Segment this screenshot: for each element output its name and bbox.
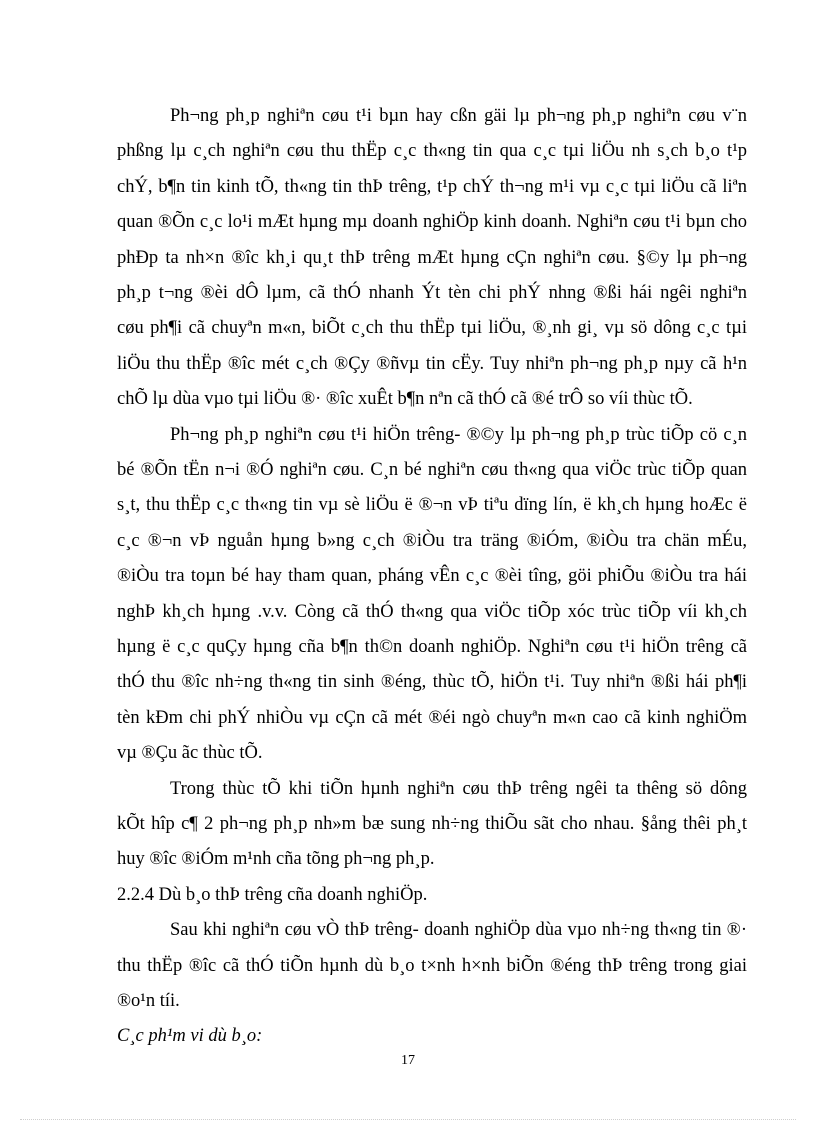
paragraph-line: huy ®îc ®iÓm m¹nh cña tõng ph¬ng ph¸p.	[117, 849, 435, 870]
paragraph-line: thÓ thu ®îc nh÷ng th«ng tin sinh ®éng, thùc tÕ, hiÖn t¹i. Tuy nhiªn ®ßi hái ph¶i	[117, 672, 747, 693]
paragraph-line: quan ®Õn c¸c lo¹i mÆt hµng mµ doanh nghiÖp kinh doanh. Nghiªn cøu t¹i bµn cho	[117, 212, 747, 233]
paragraph-line: chÝ, b¶n tin kinh tÕ, th«ng tin thÞ trêng, t¹p chÝ th¬ng m¹i vµ c¸c tµi liÖu cã liªn	[117, 176, 747, 197]
paragraph-line: bé ®Õn tËn n¬i ®Ó nghiªn cøu. C¸n bé nghiªn cøu th«ng qua viÖc trùc tiÕp quan	[117, 460, 747, 480]
page-number: 17	[401, 1053, 415, 1068]
paragraph-line: phßng lµ c¸ch nghiªn cøu thu thËp c¸c th«ng tin qua c¸c tµi liÖu nh s¸ch b¸o t¹p	[117, 141, 747, 162]
paragraph-line: nghÞ kh¸ch hµng .v.v. Còng cã thÓ th«ng qua viÖc tiÕp xóc trùc tiÕp víi kh¸ch	[117, 601, 747, 622]
paragraph-line: chÕ lµ dùa vµo tµi liÖu ®· ®îc xuÊt b¶n nªn cã thÓ cã ®é trÔ so víi thùc tÕ.	[117, 389, 693, 410]
paragraph-line: Sau khi nghiªn cøu vÒ thÞ trêng- doanh nghiÖp dùa vµo nh÷ng th«ng tin ®·	[170, 920, 747, 941]
paragraph-line: thu thËp ®îc cã thÓ tiÕn hµnh dù b¸o t×nh h×nh biÕn ®éng thÞ trêng trong giai	[117, 955, 747, 976]
section-heading: 2.2.4 Dù b¸o thÞ trêng cña doanh nghiÖp.	[117, 884, 428, 905]
paragraph-line: Ph¬ng ph¸p nghiªn cøu t¹i hiÖn trêng- ®©y lµ ph¬ng ph¸p trùc tiÕp cö c¸n	[170, 424, 747, 445]
paragraph-line: tèn kÐm chi phÝ nhiÒu vµ cÇn cã mét ®éi ngò chuyªn m«n cao cã kinh nghiÖm	[117, 707, 747, 728]
paragraph-line: ph¸p t¬ng ®èi dÔ lµm, cã thÓ nhanh Ýt tèn chi phÝ nhng ®ßi hái ngêi nghiªn	[117, 283, 747, 303]
paragraph-line: c¸c ®¬n vÞ nguån hµng b»ng c¸ch ®iÒu tra träng ®iÓm, ®iÒu tra chän mÉu,	[117, 530, 747, 551]
paragraph-line: ®o¹n tíi.	[117, 991, 180, 1011]
italic-subheading: C¸c ph¹m vi dù b¸o:	[117, 1026, 263, 1047]
paragraph-line: cøu ph¶i cã chuyªn m«n, biÕt c¸ch thu thËp tµi liÖu, ®¸nh gi¸ vµ sö dông c¸c tµi	[117, 318, 747, 339]
paragraph-line: Trong thùc tÕ khi tiÕn hµnh nghiªn cøu thÞ trêng ngêi ta thêng sö dông	[170, 778, 747, 799]
paragraph-line: s¸t, thu thËp c¸c th«ng tin vµ sè liÖu ë ®¬n vÞ tiªu dïng lín, ë kh¸ch hµng hoÆc ë	[117, 495, 747, 516]
paragraph-line: kÕt hîp c¶ 2 ph¬ng ph¸p nh»m bæ sung nh÷ng thiÕu sãt cho nhau. §ång thêi ph¸t	[117, 814, 747, 834]
paragraph-line: liÖu thu thËp ®îc mét c¸ch ®Çy ®ñvµ tin cËy. Tuy nhiªn ph¬ng ph¸p nµy cã h¹n	[117, 353, 747, 374]
paragraph-line: ®iÒu tra toµn bé hay tham quan, pháng vÊn c¸c ®èi tîng, göi phiÕu ®iÒu tra hái	[117, 566, 747, 587]
paragraph-line: hµng ë c¸c quÇy hµng cña b¶n th©n doanh nghiÖp. Nghiªn cøu t¹i hiÖn trêng cã	[117, 637, 747, 657]
paragraph-line: Ph¬ng ph¸p nghiªn cøu t¹i bµn hay cßn gäi lµ ph¬ng ph¸p nghiªn cøu v¨n	[170, 106, 747, 126]
paragraph-line: vµ ®Çu ãc thùc tÕ.	[117, 743, 263, 764]
paragraph-line: phÐp ta nh×n ®îc kh¸i qu¸t thÞ trêng mÆt hµng cÇn nghiªn cøu. §©y lµ ph¬ng	[117, 247, 747, 268]
page-bottom-rule	[20, 1119, 796, 1120]
